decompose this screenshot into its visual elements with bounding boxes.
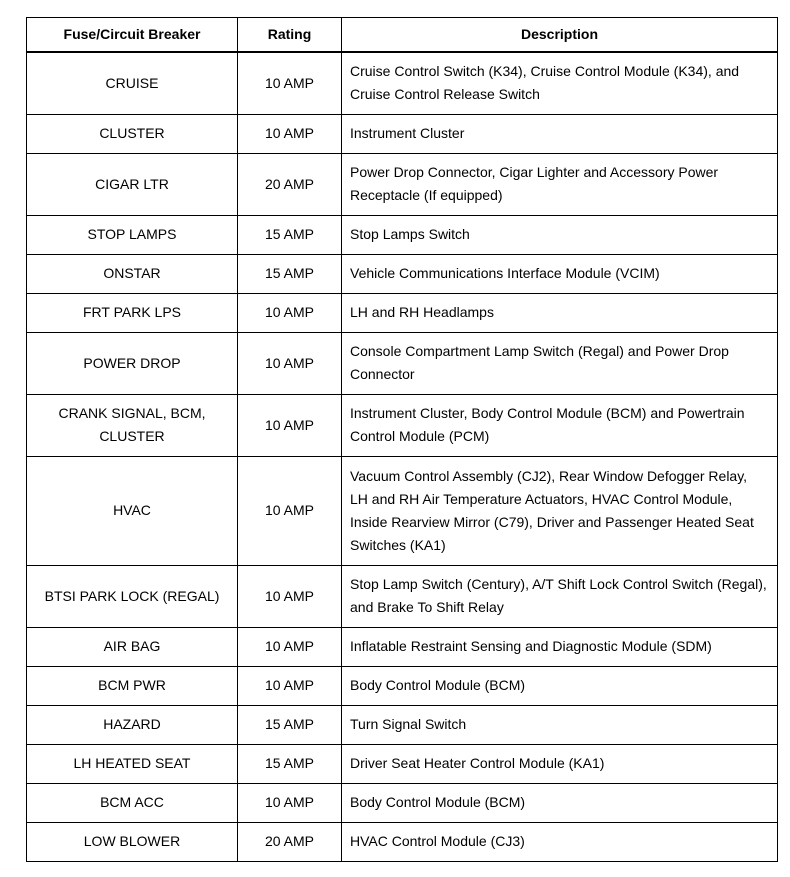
- description-cell: Power Drop Connector, Cigar Lighter and Accessory Power Receptacle (If equipped): [342, 153, 778, 215]
- description-cell: Instrument Cluster, Body Control Module (BCM) and Powertrain Control Module (PCM): [342, 394, 778, 456]
- fuse-cell: FRT PARK LPS: [27, 293, 238, 332]
- header-row: [27, 18, 778, 53]
- description-cell: Cruise Control Switch (K34), Cruise Control Module (K34), and Cruise Control Release Switch: [342, 52, 778, 114]
- description-cell: Instrument Cluster: [342, 114, 778, 153]
- rating-cell: 10 AMP: [238, 332, 342, 394]
- rating-cell: 15 AMP: [238, 254, 342, 293]
- header-rating: Rating: [238, 18, 342, 53]
- description-cell: Stop Lamp Switch (Century), A/T Shift Lock Control Switch (Regal), and Brake To Shift Relay: [342, 565, 778, 627]
- description-cell: Vacuum Control Assembly (CJ2), Rear Window Defogger Relay, LH and RH Air Temperature Actuators, HVAC Control Module, Inside Rearview Mirror (C79), Driver and Passenger Heated Seat Switches (KA1): [342, 456, 778, 565]
- table-row: [27, 627, 778, 666]
- rating-cell: 10 AMP: [238, 783, 342, 822]
- table-row: [27, 565, 778, 627]
- description-cell: Body Control Module (BCM): [342, 783, 778, 822]
- table-row: [27, 783, 778, 822]
- description-cell: Vehicle Communications Interface Module (VCIM): [342, 254, 778, 293]
- rating-cell: 10 AMP: [238, 666, 342, 705]
- table-row: [27, 705, 778, 744]
- table-row: [27, 456, 778, 565]
- fuse-cell: BCM ACC: [27, 783, 238, 822]
- fuse-cell: STOP LAMPS: [27, 215, 238, 254]
- rating-cell: 10 AMP: [238, 114, 342, 153]
- description-cell: Stop Lamps Switch: [342, 215, 778, 254]
- rating-cell: 10 AMP: [238, 52, 342, 114]
- rating-cell: 20 AMP: [238, 822, 342, 861]
- fuse-cell: CRANK SIGNAL, BCM, CLUSTER: [27, 394, 238, 456]
- table-row: [27, 52, 778, 114]
- table-row: [27, 744, 778, 783]
- fuse-cell: HVAC: [27, 456, 238, 565]
- table-row: [27, 394, 778, 456]
- fuse-cell: AIR BAG: [27, 627, 238, 666]
- header-fuse: Fuse/Circuit Breaker: [27, 18, 238, 53]
- rating-cell: 15 AMP: [238, 215, 342, 254]
- description-cell: Body Control Module (BCM): [342, 666, 778, 705]
- table-row: [27, 666, 778, 705]
- fuse-cell: CLUSTER: [27, 114, 238, 153]
- rating-cell: 10 AMP: [238, 293, 342, 332]
- fuse-cell: CIGAR LTR: [27, 153, 238, 215]
- fuse-cell: LOW BLOWER: [27, 822, 238, 861]
- rating-cell: 10 AMP: [238, 565, 342, 627]
- fuse-cell: ONSTAR: [27, 254, 238, 293]
- description-cell: Inflatable Restraint Sensing and Diagnostic Module (SDM): [342, 627, 778, 666]
- table-row: [27, 293, 778, 332]
- description-cell: Turn Signal Switch: [342, 705, 778, 744]
- fuse-cell: BTSI PARK LOCK (REGAL): [27, 565, 238, 627]
- rating-cell: 15 AMP: [238, 705, 342, 744]
- rating-cell: 10 AMP: [238, 627, 342, 666]
- table-row: [27, 332, 778, 394]
- rating-cell: 10 AMP: [238, 394, 342, 456]
- fuse-cell: CRUISE: [27, 52, 238, 114]
- rating-cell: 20 AMP: [238, 153, 342, 215]
- fuse-cell: HAZARD: [27, 705, 238, 744]
- description-cell: HVAC Control Module (CJ3): [342, 822, 778, 861]
- fuse-table: [26, 17, 778, 862]
- fuse-cell: POWER DROP: [27, 332, 238, 394]
- rating-cell: 10 AMP: [238, 456, 342, 565]
- header-description: Description: [342, 18, 778, 53]
- fuse-cell: LH HEATED SEAT: [27, 744, 238, 783]
- description-cell: Console Compartment Lamp Switch (Regal) and Power Drop Connector: [342, 332, 778, 394]
- table-row: [27, 822, 778, 861]
- description-cell: Driver Seat Heater Control Module (KA1): [342, 744, 778, 783]
- table-body: [27, 52, 778, 861]
- fuse-cell: BCM PWR: [27, 666, 238, 705]
- rating-cell: 15 AMP: [238, 744, 342, 783]
- table-row: [27, 114, 778, 153]
- table-row: [27, 153, 778, 215]
- description-cell: LH and RH Headlamps: [342, 293, 778, 332]
- table-row: [27, 254, 778, 293]
- table-row: [27, 215, 778, 254]
- table-header: [27, 18, 778, 53]
